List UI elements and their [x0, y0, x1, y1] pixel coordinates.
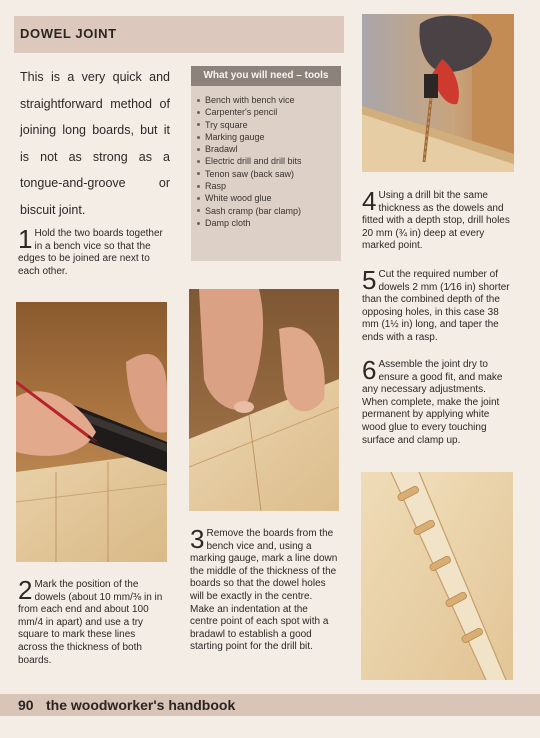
bullet-icon: [197, 111, 200, 114]
photo-drilling: [362, 14, 514, 172]
step-number: 6: [362, 355, 377, 385]
bullet-icon: [197, 148, 200, 151]
step-number: 3: [190, 524, 205, 554]
bullet-icon: [197, 99, 200, 102]
tool-item: Bradawl: [197, 143, 341, 155]
tools-box: [191, 66, 341, 261]
bullet-icon: [197, 136, 200, 139]
tool-item: Tenon saw (back saw): [197, 168, 341, 180]
page-number: 90: [18, 697, 34, 713]
step-6: [362, 355, 512, 447]
step-number: 4: [362, 186, 377, 216]
step-3: [190, 524, 338, 654]
tool-item: Electric drill and drill bits: [197, 155, 341, 167]
bullet-icon: [197, 160, 200, 163]
bullet-icon: [197, 209, 200, 212]
photo-dowelled-boards: [361, 472, 513, 680]
bullet-icon: [197, 172, 200, 175]
tools-list: [191, 86, 341, 229]
tool-item: Carpenter's pencil: [197, 106, 341, 118]
tool-item: Damp cloth: [197, 217, 341, 229]
tools-heading: What you will need – tools: [191, 66, 341, 86]
step-text: Cut the required number of dowels 2 mm (1⁄16 in) shorter than the combined depth of the opposing holes, in this case 38 mm (1½ in) long, and taper the ends with a rasp.: [362, 269, 510, 343]
tool-item: Try square: [197, 119, 341, 131]
step-2: [18, 575, 166, 667]
tool-item: Rasp: [197, 180, 341, 192]
step-text: Hold the two boards together in a bench vice so that the edges to be joined are next to each other.: [18, 228, 163, 277]
step-number: 5: [362, 265, 377, 295]
bullet-icon: [197, 123, 200, 126]
tool-item: Sash cramp (bar clamp): [197, 205, 341, 217]
page-title: DOWEL JOINT: [20, 26, 117, 41]
step-5: [362, 265, 512, 345]
photo-marking-with-try-square: [16, 302, 167, 562]
tool-item: Bench with bench vice: [197, 94, 341, 106]
photo-marking-gauge: [189, 289, 339, 511]
step-text: Assemble the joint dry to ensure a good fit, and make any necessary adjustments. When complete, make the joint permanent by applying white wood glue to every touching surface and clamp up.: [362, 359, 503, 446]
step-4: [362, 186, 512, 253]
step-text: Using a drill bit the same thickness as the dowels and fitted with a depth stop, drill holes 20 mm (¾ in) deep at every marked point.: [362, 190, 510, 252]
step-1: [18, 224, 168, 278]
page-footer: [0, 694, 540, 716]
bullet-icon: [197, 197, 200, 200]
step-number: 2: [18, 575, 33, 605]
step-text: Mark the position of the dowels (about 10 mm/⅜ in in from each end and about 100 mm/4 in apart) and use a try square to mark these lines across the thickness of both boards.: [18, 579, 163, 666]
title-bar: [14, 16, 344, 53]
tool-item: Marking gauge: [197, 131, 341, 143]
book-title: the woodworker's handbook: [46, 697, 236, 713]
step-text: Remove the boards from the bench vice and, using a marking gauge, mark a line down the middle of the thickness of the boards so that the dowel holes will be exactly in the centre. Make an indentation at the centre point of each spot with a bradawl to establish a good starting point for the drill bit.: [190, 528, 338, 653]
bullet-icon: [197, 222, 200, 225]
intro-paragraph: This is a very quick and straightforward method of joining long boards, but it is not as strong as a tongue-and-groove or biscuit joint.: [20, 70, 170, 217]
step-number: 1: [18, 224, 33, 254]
bullet-icon: [197, 185, 200, 188]
tool-item: White wood glue: [197, 192, 341, 204]
